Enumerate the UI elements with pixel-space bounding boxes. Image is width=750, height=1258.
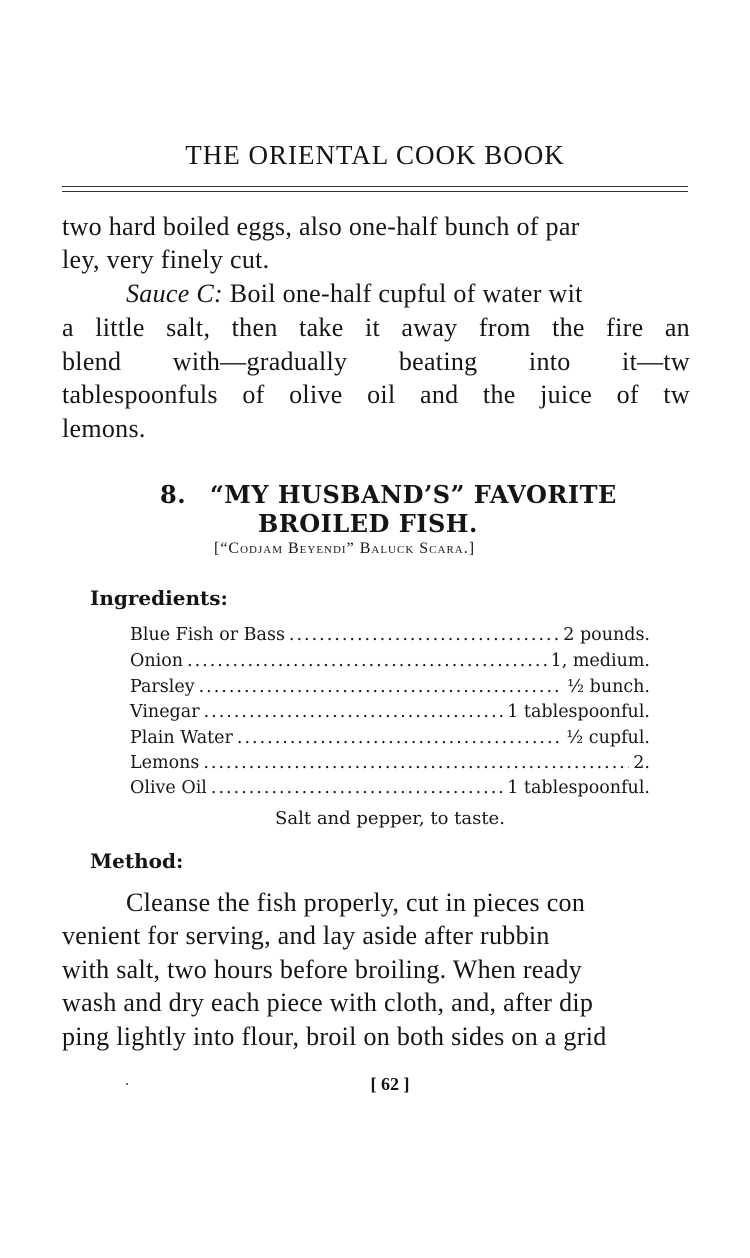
method-line-1: Cleanse the fish properly, cut in pieces con <box>126 888 586 917</box>
recipe-number: 8. <box>160 480 187 509</box>
ingredient-name: Onion <box>130 651 184 671</box>
ingredient-row <box>130 753 650 773</box>
leader-dots <box>203 753 629 773</box>
ingredient-qty: 2. <box>633 753 650 773</box>
text-line-7: lemons. <box>62 414 146 443</box>
ingredient-row <box>130 625 650 645</box>
method-line-3: with salt, two hours before broiling. When ready <box>62 955 583 984</box>
ingredient-qty: 1 tablespoonful. <box>507 778 650 798</box>
ingredient-row <box>130 651 650 671</box>
text-line-3-rest: Boil one-half cupful of water wit <box>229 279 583 308</box>
recipe-title-line-2: BROILED FISH. <box>258 509 478 538</box>
recipe-title-line-1: “MY HUSBAND’S” FAVORITE <box>210 480 617 509</box>
leader-dots <box>204 702 504 722</box>
header-rule-bottom <box>62 191 688 192</box>
ingredient-qty: 2 pounds. <box>563 625 650 645</box>
header-rule-top <box>62 186 688 187</box>
ingredient-name: Blue Fish or Bass <box>130 625 285 645</box>
leader-dots <box>289 625 559 645</box>
text-line-2: ley, very finely cut. <box>62 245 270 274</box>
ingredient-row <box>130 778 650 798</box>
text-line-3 <box>62 279 690 309</box>
recipe-subtitle: [“Codjam Beyendi” Baluck Scara.] <box>214 540 476 557</box>
method-line-4: wash and dry each piece with cloth, and, after dip <box>62 988 594 1017</box>
ingredient-row <box>130 702 650 722</box>
method-heading: Method: <box>90 849 184 873</box>
page-number: [ 62 ] <box>370 1074 410 1094</box>
text-line-5: blend with—gradually beating into it—tw <box>62 347 690 376</box>
leader-dots <box>211 778 503 798</box>
leader-dots <box>199 677 563 697</box>
seasoning-note: Salt and pepper, to taste. <box>275 808 505 829</box>
ingredient-name: Lemons <box>130 753 200 773</box>
method-line-2: venient for serving, and lay aside after rubbin <box>62 921 550 950</box>
leader-dots <box>237 728 562 748</box>
ingredient-name: Plain Water <box>130 728 233 748</box>
ingredients-heading: Ingredients: <box>90 586 228 610</box>
ingredient-name: Olive Oil <box>130 778 207 798</box>
ingredient-name: Vinegar <box>130 702 200 722</box>
text-line-1: two hard boiled eggs, also one-half bunch of par <box>62 212 580 241</box>
ingredient-qty: 1, medium. <box>550 651 650 671</box>
ingredient-row <box>130 677 650 697</box>
ingredient-row <box>130 728 650 748</box>
ingredient-qty: ½ bunch. <box>567 677 650 697</box>
method-line-5: ping lightly into flour, broil on both sides on a grid <box>62 1022 607 1051</box>
leader-dots <box>187 651 547 671</box>
sauce-c-label: Sauce C: <box>126 279 223 308</box>
text-line-4: a little salt, then take it away from the fire an <box>62 313 690 342</box>
ingredient-name: Parsley <box>130 677 195 697</box>
text-line-6: tablespoonfuls of olive oil and the juice of tw <box>62 380 690 409</box>
ingredient-qty: ½ cupful. <box>566 728 650 748</box>
ingredient-qty: 1 tablespoonful. <box>507 702 650 722</box>
running-head: THE ORIENTAL COOK BOOK <box>185 140 565 170</box>
